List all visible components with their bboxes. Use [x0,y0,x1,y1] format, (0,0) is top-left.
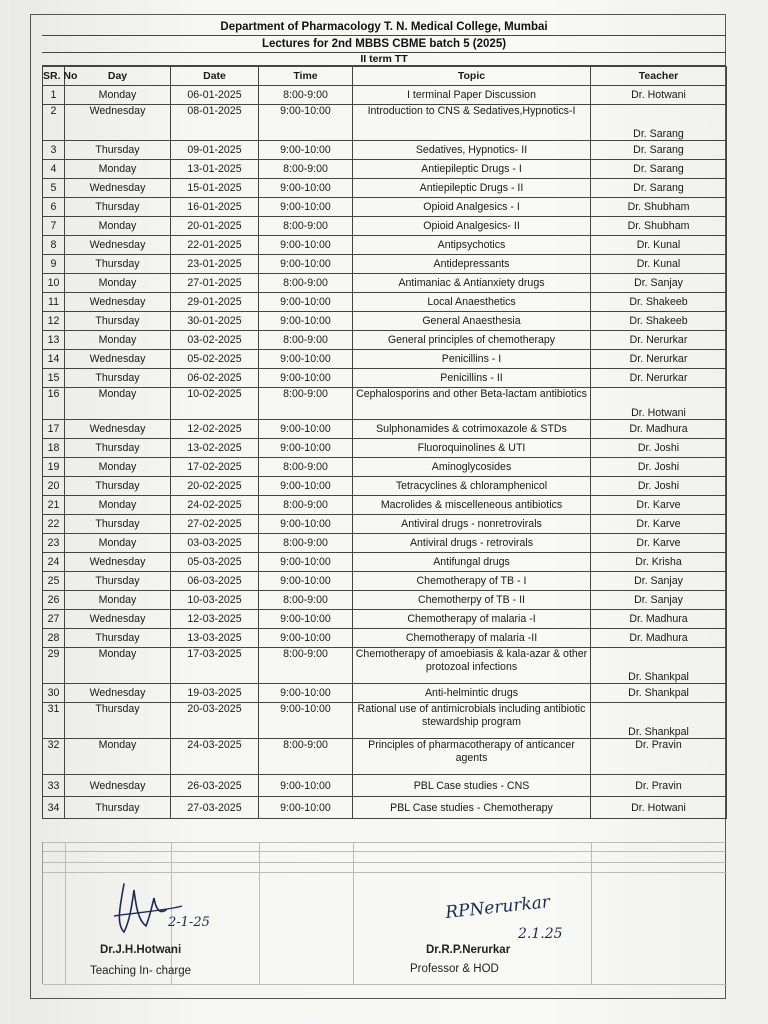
date-cell: 05-03-2025 [171,553,259,572]
date-cell: 22-01-2025 [171,236,259,255]
topic-cell: Sedatives, Hypnotics- II [353,141,591,160]
teacher-cell: Dr. Nerurkar [591,369,727,388]
day-cell: Thursday [65,369,171,388]
topic-cell: Chemotherpy of TB - II [353,591,591,610]
table-row [43,369,727,388]
topic-cell: Local Anaesthetics [353,293,591,312]
time-cell: 8:00-9:00 [259,496,353,515]
date-cell: 19-03-2025 [171,684,259,703]
topic-cell: Macrolides & miscelleneous antibiotics [353,496,591,515]
time-cell: 8:00-9:00 [259,388,353,420]
sr-cell: 23 [43,534,65,553]
time-cell: 8:00-9:00 [259,534,353,553]
topic-cell: Antiepileptic Drugs - I [353,160,591,179]
sr-cell: 26 [43,591,65,610]
day-cell: Monday [65,160,171,179]
table-row [43,198,727,217]
sr-cell: 29 [43,648,65,684]
date-cell: 10-03-2025 [171,591,259,610]
sr-cell: 20 [43,477,65,496]
table-row [43,86,727,105]
day-cell: Monday [65,458,171,477]
time-cell: 9:00-10:00 [259,420,353,439]
day-cell: Thursday [65,629,171,648]
teacher-cell: Dr. Sarang [591,179,727,198]
date-cell: 13-03-2025 [171,629,259,648]
day-cell: Wednesday [65,775,171,797]
topic-cell: I terminal Paper Discussion [353,86,591,105]
date-cell: 20-02-2025 [171,477,259,496]
teacher-cell: Dr. Shankpal [591,684,727,703]
time-cell: 9:00-10:00 [259,477,353,496]
date-cell: 26-03-2025 [171,775,259,797]
topic-cell: Fluoroquinolines & UTI [353,439,591,458]
time-cell: 9:00-10:00 [259,629,353,648]
topic-cell: Chemotherapy of amoebiasis & kala-azar & other protozoal infections [353,648,591,684]
teacher-cell: Dr. Shakeeb [591,293,727,312]
nerurkar-role: Professor & HOD [410,963,499,975]
day-cell: Thursday [65,439,171,458]
day-cell: Wednesday [65,553,171,572]
topic-cell: Chemotherapy of malaria -I [353,610,591,629]
day-cell: Monday [65,648,171,684]
date-cell: 08-01-2025 [171,105,259,141]
time-cell: 9:00-10:00 [259,610,353,629]
topic-cell: Anti-helmintic drugs [353,684,591,703]
sr-cell: 22 [43,515,65,534]
teacher-cell: Dr. Joshi [591,458,727,477]
table-row [43,141,727,160]
nerurkar-signature-name: RPNerurkar [444,892,551,923]
time-cell: 8:00-9:00 [259,160,353,179]
lecture-timetable [42,66,727,819]
date-cell: 06-01-2025 [171,86,259,105]
time-cell: 9:00-10:00 [259,553,353,572]
teacher-cell: Dr. Karve [591,515,727,534]
topic-cell: Sulphonamides & cotrimoxazole & STDs [353,420,591,439]
date-cell: 06-02-2025 [171,369,259,388]
teacher-cell: Dr. Nerurkar [591,331,727,350]
col-header-time: Time [259,67,353,86]
table-row [43,477,727,496]
department-title: Department of Pharmacology T. N. Medical College, Mumbai [42,20,726,36]
table-header-row [43,67,727,86]
teacher-cell: Dr. Sanjay [591,591,727,610]
table-row [43,312,727,331]
sr-cell: 11 [43,293,65,312]
time-cell: 9:00-10:00 [259,797,353,819]
table-row [43,350,727,369]
table-row [43,684,727,703]
col-header-date: Date [171,67,259,86]
hotwani-name: Dr.J.H.Hotwani [100,944,182,956]
date-cell: 20-03-2025 [171,703,259,739]
day-cell: Wednesday [65,420,171,439]
time-cell: 8:00-9:00 [259,648,353,684]
teacher-cell: Dr. Karve [591,496,727,515]
date-cell: 16-01-2025 [171,198,259,217]
day-cell: Monday [65,496,171,515]
day-cell: Wednesday [65,610,171,629]
hotwani-signature [110,876,230,946]
day-cell: Thursday [65,477,171,496]
table-row [43,553,727,572]
topic-cell: Rational use of antimicrobials including antibiotic stewardship program [353,703,591,739]
nerurkar-signature-date: 2.1.25 [518,926,563,942]
day-cell: Thursday [65,572,171,591]
day-cell: Thursday [65,255,171,274]
table-row [43,629,727,648]
table-row [43,797,727,819]
date-cell: 27-03-2025 [171,797,259,819]
topic-cell: Antiviral drugs - retrovirals [353,534,591,553]
day-cell: Thursday [65,703,171,739]
sr-cell: 6 [43,198,65,217]
topic-cell: Antifungal drugs [353,553,591,572]
day-cell: Thursday [65,797,171,819]
timetable-body [43,86,727,819]
teacher-cell: Dr. Sarang [591,105,727,141]
topic-cell: Opioid Analgesics- II [353,217,591,236]
sr-cell: 32 [43,739,65,775]
topic-cell: Penicillins - I [353,350,591,369]
time-cell: 9:00-10:00 [259,105,353,141]
sr-cell: 16 [43,388,65,420]
date-cell: 13-01-2025 [171,160,259,179]
time-cell: 9:00-10:00 [259,198,353,217]
sr-cell: 10 [43,274,65,293]
topic-cell: Antiviral drugs - nonretrovirals [353,515,591,534]
day-cell: Thursday [65,515,171,534]
sr-cell: 24 [43,553,65,572]
teacher-cell: Dr. Shankpal [591,703,727,739]
topic-cell: Chemotherapy of malaria -II [353,629,591,648]
term-title: II term TT [42,53,726,66]
topic-cell: General principles of chemotherapy [353,331,591,350]
day-cell: Monday [65,534,171,553]
date-cell: 03-03-2025 [171,534,259,553]
date-cell: 17-03-2025 [171,648,259,684]
teacher-cell: Dr. Krisha [591,553,727,572]
topic-cell: General Anaesthesia [353,312,591,331]
col-header-topic: Topic [353,67,591,86]
sr-cell: 13 [43,331,65,350]
date-cell: 29-01-2025 [171,293,259,312]
topic-cell: Antimaniac & Antianxiety drugs [353,274,591,293]
sr-cell: 17 [43,420,65,439]
teacher-cell: Dr. Shakeeb [591,312,727,331]
date-cell: 20-01-2025 [171,217,259,236]
sr-cell: 5 [43,179,65,198]
topic-cell: Introduction to CNS & Sedatives,Hypnotics-I [353,105,591,141]
table-row [43,703,727,739]
time-cell: 9:00-10:00 [259,775,353,797]
teacher-cell: Dr. Madhura [591,610,727,629]
sr-cell: 34 [43,797,65,819]
date-cell: 27-01-2025 [171,274,259,293]
teacher-cell: Dr. Hotwani [591,388,727,420]
day-cell: Monday [65,274,171,293]
table-row [43,515,727,534]
topic-cell: Aminoglycosides [353,458,591,477]
hotwani-role: Teaching In- charge [90,965,192,977]
teacher-cell: Dr. Madhura [591,629,727,648]
time-cell: 9:00-10:00 [259,312,353,331]
time-cell: 8:00-9:00 [259,458,353,477]
date-cell: 06-03-2025 [171,572,259,591]
sr-cell: 33 [43,775,65,797]
day-cell: Monday [65,591,171,610]
time-cell: 8:00-9:00 [259,274,353,293]
day-cell: Thursday [65,141,171,160]
time-cell: 9:00-10:00 [259,439,353,458]
date-cell: 15-01-2025 [171,179,259,198]
sr-cell: 1 [43,86,65,105]
sr-cell: 18 [43,439,65,458]
time-cell: 8:00-9:00 [259,331,353,350]
table-row [43,236,727,255]
table-row [43,610,727,629]
topic-cell: PBL Case studies - Chemotherapy [353,797,591,819]
table-row [43,458,727,477]
time-cell: 9:00-10:00 [259,572,353,591]
time-cell: 9:00-10:00 [259,515,353,534]
table-row [43,217,727,236]
table-row [43,775,727,797]
date-cell: 17-02-2025 [171,458,259,477]
table-row [43,534,727,553]
teacher-cell: Dr. Pravin [591,739,727,775]
sr-cell: 9 [43,255,65,274]
day-cell: Wednesday [65,350,171,369]
date-cell: 12-02-2025 [171,420,259,439]
day-cell: Monday [65,331,171,350]
sr-cell: 25 [43,572,65,591]
table-row [43,105,727,141]
day-cell: Wednesday [65,684,171,703]
date-cell: 23-01-2025 [171,255,259,274]
day-cell: Monday [65,388,171,420]
teacher-cell: Dr. Sarang [591,160,727,179]
teacher-cell: Dr. Pravin [591,775,727,797]
teacher-cell: Dr. Joshi [591,477,727,496]
table-row [43,496,727,515]
sr-cell: 15 [43,369,65,388]
col-header-teacher: Teacher [591,67,727,86]
col-header-sr: SR. No [43,67,65,86]
table-row [43,648,727,684]
topic-cell: Cephalosporins and other Beta-lactam antibiotics [353,388,591,420]
table-row [43,739,727,775]
col-header-day: Day [65,67,171,86]
day-cell: Monday [65,739,171,775]
day-cell: Wednesday [65,236,171,255]
teacher-cell: Dr. Kunal [591,255,727,274]
teacher-cell: Dr. Karve [591,534,727,553]
table-row [43,572,727,591]
topic-cell: Chemotherapy of TB - I [353,572,591,591]
time-cell: 9:00-10:00 [259,236,353,255]
sr-cell: 27 [43,610,65,629]
nerurkar-name: Dr.R.P.Nerurkar [426,944,511,956]
teacher-cell: Dr. Madhura [591,420,727,439]
table-row [43,179,727,198]
time-cell: 8:00-9:00 [259,591,353,610]
teacher-cell: Dr. Sanjay [591,274,727,293]
sr-cell: 8 [43,236,65,255]
sr-cell: 28 [43,629,65,648]
topic-cell: Antipsychotics [353,236,591,255]
date-cell: 24-02-2025 [171,496,259,515]
table-row [43,439,727,458]
topic-cell: Tetracyclines & chloramphenicol [353,477,591,496]
day-cell: Wednesday [65,293,171,312]
topic-cell: Principles of pharmacotherapy of anticancer agents [353,739,591,775]
sr-cell: 19 [43,458,65,477]
teacher-cell: Dr. Joshi [591,439,727,458]
time-cell: 9:00-10:00 [259,684,353,703]
time-cell: 9:00-10:00 [259,255,353,274]
date-cell: 30-01-2025 [171,312,259,331]
topic-cell: Opioid Analgesics - I [353,198,591,217]
time-cell: 8:00-9:00 [259,86,353,105]
date-cell: 13-02-2025 [171,439,259,458]
sr-cell: 12 [43,312,65,331]
topic-cell: Antiepileptic Drugs - II [353,179,591,198]
sr-cell: 2 [43,105,65,141]
date-cell: 12-03-2025 [171,610,259,629]
table-row [43,274,727,293]
topic-cell: Penicillins - II [353,369,591,388]
time-cell: 8:00-9:00 [259,217,353,236]
time-cell: 9:00-10:00 [259,179,353,198]
day-cell: Monday [65,217,171,236]
sr-cell: 4 [43,160,65,179]
day-cell: Wednesday [65,179,171,198]
table-row [43,420,727,439]
date-cell: 24-03-2025 [171,739,259,775]
time-cell: 8:00-9:00 [259,739,353,775]
sr-cell: 7 [43,217,65,236]
table-row [43,255,727,274]
date-cell: 27-02-2025 [171,515,259,534]
teacher-cell: Dr. Kunal [591,236,727,255]
table-row [43,388,727,420]
teacher-cell: Dr. Shubham [591,217,727,236]
date-cell: 10-02-2025 [171,388,259,420]
teacher-cell: Dr. Nerurkar [591,350,727,369]
teacher-cell: Dr. Shubham [591,198,727,217]
day-cell: Wednesday [65,105,171,141]
teacher-cell: Dr. Sanjay [591,572,727,591]
date-cell: 09-01-2025 [171,141,259,160]
time-cell: 9:00-10:00 [259,369,353,388]
table-row [43,160,727,179]
day-cell: Thursday [65,198,171,217]
sr-cell: 30 [43,684,65,703]
teacher-cell: Dr. Hotwani [591,797,727,819]
date-cell: 03-02-2025 [171,331,259,350]
sr-cell: 21 [43,496,65,515]
time-cell: 9:00-10:00 [259,293,353,312]
sr-cell: 31 [43,703,65,739]
day-cell: Monday [65,86,171,105]
hotwani-signature-date: 2-1-25 [168,915,210,930]
time-cell: 9:00-10:00 [259,350,353,369]
table-row [43,293,727,312]
topic-cell: Antidepressants [353,255,591,274]
teacher-cell: Dr. Hotwani [591,86,727,105]
teacher-cell: Dr. Sarang [591,141,727,160]
nerurkar-signature [444,888,584,944]
time-cell: 9:00-10:00 [259,141,353,160]
sr-cell: 3 [43,141,65,160]
sr-cell: 14 [43,350,65,369]
table-row [43,331,727,350]
date-cell: 05-02-2025 [171,350,259,369]
table-row [43,591,727,610]
lectures-subtitle: Lectures for 2nd MBBS CBME batch 5 (2025) [42,36,726,53]
time-cell: 9:00-10:00 [259,703,353,739]
day-cell: Thursday [65,312,171,331]
topic-cell: PBL Case studies - CNS [353,775,591,797]
teacher-cell: Dr. Shankpal [591,648,727,684]
